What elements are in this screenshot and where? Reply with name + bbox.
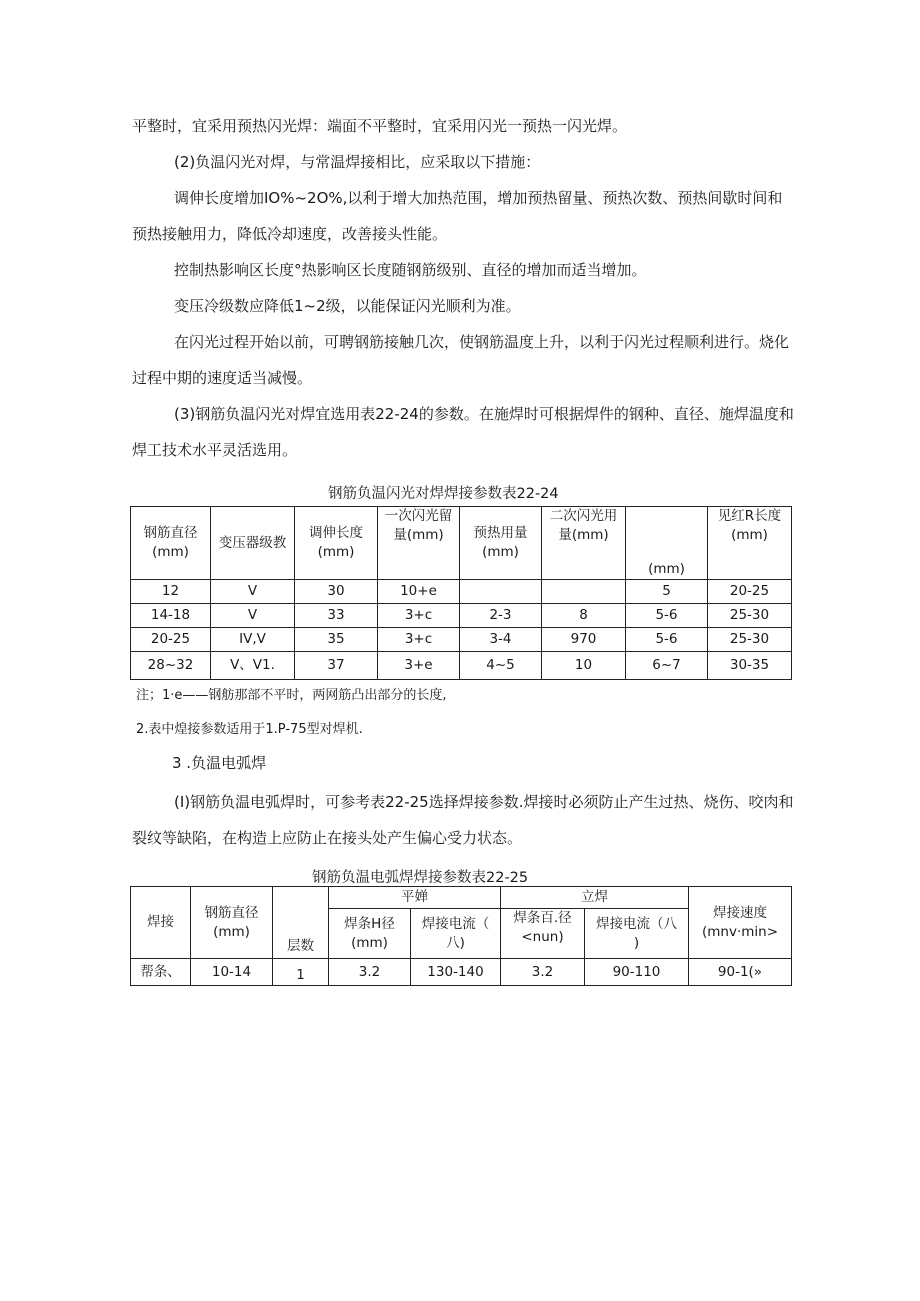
paragraph-7: (3)钢筋负温闪光对焊宜选用表22-24的参数。在施焊时可根据焊件的钢种、直径、施焊温度和焊工技术水平灵活选用。 [132,405,794,459]
table1-header-row [131,507,792,580]
table1-header-diameter [131,507,211,580]
table-cell: 130-140 [411,959,501,986]
table1-header-red-length [708,507,792,580]
table1-caption: 钢筋负温闪光对焊焊接参数表22-24 [328,486,559,502]
table2 [130,886,792,986]
table-cell: 4~5 [460,652,542,680]
table-cell: 3.2 [501,959,585,986]
table-row [131,652,792,680]
header-text: 变压器级教 [218,534,287,551]
header-unit: 量(mm) [558,527,609,543]
paragraph-1: 平整时，宜采用预热闪光焊：端面不平整时，宜采用闪光一预热一闪光焊。 [132,117,628,135]
table1-note-2: 2.表中煌接参数适用于1.P-75型对焊机. [136,722,363,737]
table-cell: 8 [542,604,626,628]
table-cell: 35 [295,628,378,652]
table-cell: 10+e [378,580,460,604]
table-cell: 1 [273,959,329,986]
header-unit: 量(mm) [393,527,444,543]
header-unit: (mm) [213,923,250,940]
table1-header-flash1 [378,507,460,580]
header-text: 调伸长度 [309,525,363,541]
header-text: 焊接 [147,914,174,930]
table2-header-layers [273,887,329,959]
header-unit: <nun) [521,929,564,945]
table1-header-col7 [626,507,708,580]
table1-note-1: 注；1·e——钢舫那部不平时，两网筋凸出部分的长度, [136,688,447,703]
table-row [131,959,792,986]
header-text: 立焊 [581,889,608,905]
table-cell: 3-4 [460,628,542,652]
table-cell: 90-110 [585,959,689,986]
table-cell: 5-6 [626,604,708,628]
table1-header-preheat [460,507,542,580]
table-cell: 10-14 [191,959,273,986]
header-text: 钢筋直径 [204,904,259,921]
table-cell: 37 [295,652,378,680]
header-text: 焊条百.径 [513,910,572,926]
header-text: 见红R长度 [717,508,782,524]
table-cell: 3+e [378,652,460,680]
table-cell: V [211,580,295,604]
header-unit: (mm) [482,544,519,560]
header-unit: (mm) [317,544,355,560]
table-cell: 20-25 [708,580,792,604]
table1 [130,506,792,680]
table-row [131,604,792,628]
table-row [131,628,792,652]
table-cell: V [211,604,295,628]
section-heading: 3 .负温电弧焊 [172,754,267,772]
header-text: 预热用量 [473,525,528,541]
table2-header-row-1 [131,887,792,909]
table2-header-rod-diameter-vertical [501,909,585,959]
table-cell: V、V1. [211,652,295,680]
table-cell: 33 [295,604,378,628]
table-cell: 970 [542,628,626,652]
table-cell [542,580,626,604]
header-unit: (mm) [731,527,768,543]
table2-header-current-flat [411,909,501,959]
table1-header-flash2 [542,507,626,580]
header-unit: (mm) [351,934,388,951]
table-cell: 帮条、 [131,959,191,986]
table-cell: 3+c [378,604,460,628]
table-cell [460,580,542,604]
header-text: 一次闪光留 [384,508,453,524]
table2-header-speed [689,887,792,959]
header-text: 二次闪光用 [549,508,618,524]
table2-header-weld [131,887,191,959]
header-text: 焊接速度 [713,904,767,921]
table2-header-flat [329,887,501,909]
header-text: 层数 [287,938,314,954]
paragraph-6: 在闪光过程开始以前，可聘钢筋接触几次，使钢筋温度上升，以利于闪光过程顺利进行。烧化过程中期的速度适当减慢。 [132,333,790,387]
header-unit: (mnv·min> [701,923,779,940]
table-row [131,580,792,604]
paragraph-5: 变压冷级数应降低1~2级，以能保证闪光顺利为准。 [174,297,521,315]
table2-header-vertical [501,887,689,909]
header-text: 焊接电流（ [421,915,490,932]
table2-header-diameter [191,887,273,959]
header-unit: 八) [446,934,465,951]
table-cell: 5-6 [626,628,708,652]
table-cell: 25-30 [708,628,792,652]
table-cell: 3+c [378,628,460,652]
table-cell: 30 [295,580,378,604]
table-cell: IV,V [211,628,295,652]
table-cell: 30-35 [708,652,792,680]
paragraph-3: 调伸长度增加IO%~2O%,以利于增大加热范围，增加预热留量、预热次数、预热间歇时间和预热接触用力，降低冷却速度，改善接头性能。 [132,189,783,243]
header-unit: ) [633,934,640,951]
header-text: 钢筋直径 [143,525,198,541]
table2-header-current-vertical [585,909,689,959]
table-cell: 14-18 [131,604,211,628]
paragraph-2: (2)负温闪光对焊，与常温焊接相比，应采取以下措施： [174,153,541,171]
table-cell: 10 [542,652,626,680]
table-cell: 28~32 [131,652,211,680]
table1-header-transformer [211,507,295,580]
section3-paragraph: (I)钢筋负温电弧焊时，可参考表22-25选择焊接参数.焊接时必须防止产生过热、烧伤、咬肉和裂纹等缺陷，在构造上应防止在接头处产生偏心受力状态。 [132,793,794,847]
table2-header-rod-diameter-flat [329,909,411,959]
paragraph-4: 控制热影响区长度°热影响区长度随钢筋级别、直径的增加而适当增加。 [174,261,647,279]
table-cell: 5 [626,580,708,604]
table-cell: 6~7 [626,652,708,680]
table-cell: 20-25 [131,628,211,652]
header-text: 平婵 [401,889,428,905]
header-text: 焊接电流（八 [596,915,677,932]
table-cell: 25-30 [708,604,792,628]
table-cell: 2-3 [460,604,542,628]
header-text: 焊条H径 [344,915,395,932]
header-unit: (mm) [648,561,685,577]
header-unit: (mm) [152,544,189,560]
table-cell: 90-1(» [689,959,792,986]
table1-header-extension [295,507,378,580]
table-cell: 3.2 [329,959,411,986]
table-cell: 12 [131,580,211,604]
table2-caption: 钢筋负温电弧焊焊接参数表22-25 [312,870,529,886]
